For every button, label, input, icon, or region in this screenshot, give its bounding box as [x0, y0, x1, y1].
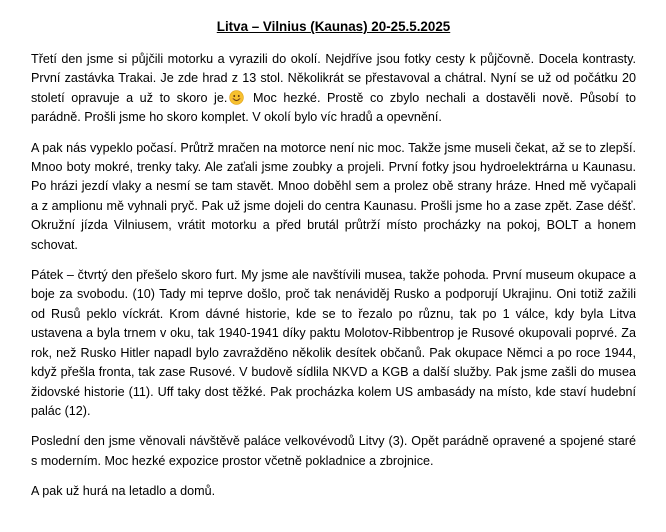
smiling-face-emoji-icon [229, 90, 244, 105]
document-title: Litva – Vilnius (Kaunas) 20-25.5.2025 [216, 19, 451, 34]
paragraph-text-continued: Moc hezké. Prostě co zbylo nechali a dostavěli nově. Působí to parádně. Prošli jsme ho skoro komplet. V okolí bylo víc hradů a opevnění. [31, 90, 636, 125]
paragraph-text: Třetí den jsme si půjčili motorku a vyrazili do okolí. Nejdříve jsou fotky cesty k půjčovně. Docela kontrasty. První zastávka Trakai. Je zde hrad z 13 stol. Několikrát se přestavoval a chátral. Nyní se už od počátku 20 století opravuje a už to skoro je. [31, 52, 636, 105]
paragraph-friday-museums: Pátek – čtvrtý den přešelo skoro furt. My jsme ale navštívili musea, takže pohoda. První museum okupace a boje za svobodu. (10) Tady mi teprve došlo, proč tak nenáviděj Rusko a podporují Ukrajinu. Oni totiž zažili od Rusů peklo víckrát. Krom dávné historie, kde se to řezalo po různu, tak po 1 válce, kdy byla Litva ustavena a byla trnem v oku, tak 1940-1941 díky paktu Molotov-Ribbentrop je Rusové okupovali poprvé. Za rok, než Rusko Hitler napadl bylo zavražděno několik desítek občanů. Pak okupace Němci a po roce 1944, když přešla fronta, tak zase Rusové. V budově sídlila NKVD a KGB a další služby. Pak jsme zašli do musea židovské historie (11). Uff taky dost těžké. Pak procházka kolem US ambasády na místo, kde staví hudební palác (12). [31, 268, 636, 418]
paragraph-last-day: Poslední den jsme věnovali návštěvě paláce velkovévodů Litvy (3). Opět parádně opravené a spojené staré s moderním. Moc hezké expozice prostor včetně pokladnice a zbrojnice. [31, 434, 636, 468]
paragraph-day-three [31, 50, 636, 128]
paragraph-weather: A pak nás vypeklo počasí. Průtrž mračen na motorce není nic moc. Takže jsme museli čekat, až se to zlepší. Mnoo boty mokré, trenky taky. Ale zaťali jsme zoubky a projeli. První fotky jsou hydroelektrárna u Kaunasu. Po hrázi jezdí vlaky a nesmí se tam stavět. Mnoo doběhl sem a prolez obě strany hráze. Hned mě vyčapali a z amplionu mě vyhnali pryč. Pak už jsme dojeli do centra Kaunasu. Prošli jsme ho a zase zpět. Zase déšť. Okružní jízda Vilniusem, vrátit motorku a před brutál průtrží místo procházky na pokoj, BOLT a honem schovat. [31, 140, 636, 252]
paragraph-departure: A pak už hurá na letadlo a domů. [31, 484, 216, 499]
